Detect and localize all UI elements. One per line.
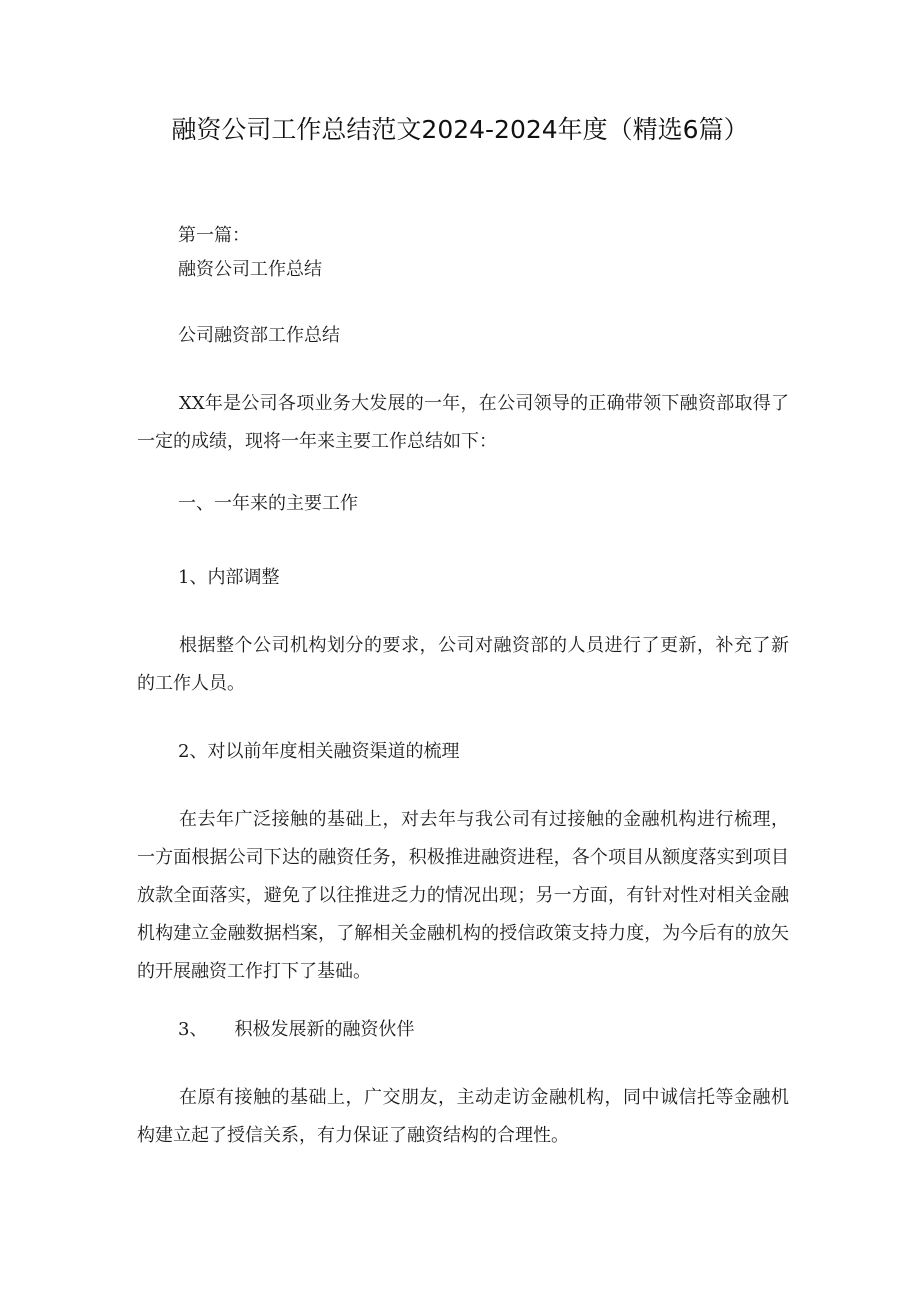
item-paragraph: 在去年广泛接触的基础上，对去年与我公司有过接触的金融机构进行梳理，一方面根据公司下达的融资任务，积极推进融资进程，各个项目从额度落实到项目放款全面落实，避免了以往推进乏力的情况出现；另一方面，有针对性对相关金融机构建立金融数据档案，了解相关金融机构的授信政策支持力度，为今后有的放矢的开展融资工作打下了基础。	[137, 809, 789, 982]
intro-paragraph: XX年是公司各项业务大发展的一年，在公司领导的正确带领下融资部取得了一定的成绩，现将一年来主要工作总结如下：	[137, 393, 789, 452]
item-heading: 1、内部调整	[178, 567, 280, 588]
item-paragraph: 根据整个公司机构划分的要求，公司对融资部的人员进行了更新，补充了新的工作人员。	[137, 635, 789, 694]
document-title: 融资公司工作总结范文2024-2024年度（精选6篇）	[171, 115, 749, 144]
chapter-label: 第一篇：	[178, 225, 250, 246]
item-paragraph: 在原有接触的基础上，广交朋友，主动走访金融机构，同中诚信托等金融机构建立起了授信关系，有力保证了融资结构的合理性。	[137, 1087, 789, 1146]
item-heading: 3、 积极发展新的融资伙伴	[178, 1019, 415, 1040]
section-heading: 一、一年来的主要工作	[178, 493, 358, 514]
chapter-title: 融资公司工作总结	[178, 259, 322, 280]
section-subtitle: 公司融资部工作总结	[178, 325, 340, 346]
item-heading: 2、对以前年度相关融资渠道的梳理	[178, 741, 460, 762]
